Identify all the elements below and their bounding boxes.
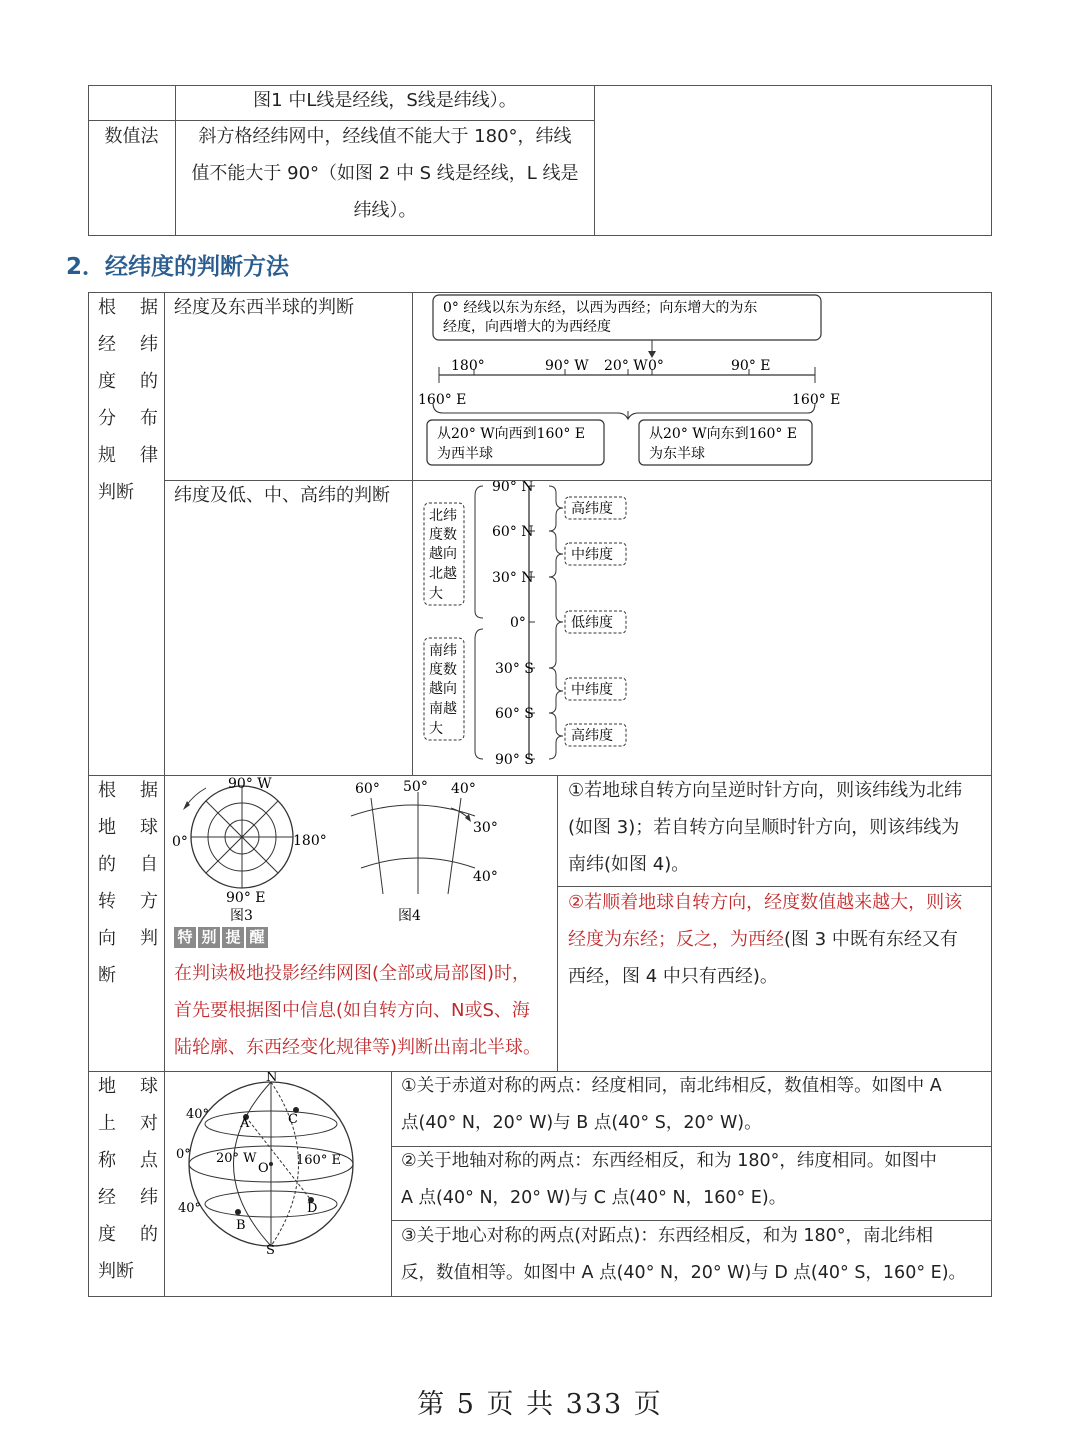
globe-diagram [166,1072,390,1256]
label-char: 度 的 [98,371,158,392]
label-char: 分 布 [98,408,158,429]
lon-box-line1: 0° 经线以东为东经，以西为西经；向东增大的为东 [443,300,758,316]
special-reminder-badge [174,927,268,948]
globe-label-s: S [266,1243,275,1256]
symmetric-p1-line2: 点(40° N，20° W)与 B 点(40° S，20° W)。 [401,1113,762,1133]
lon-tick-90w: 90° W [545,358,589,374]
lat-north-box-2: 度数 [429,527,457,543]
globe-label-0: 0° [176,1147,191,1162]
label-char: 的 自 [98,854,158,875]
lat-zone-mid-s: 中纬度 [571,682,613,698]
symmetric-p2-line2: A 点(40° N，20° W)与 C 点(40° N，160° E)。 [401,1188,787,1208]
fig4-label-l3: 40° [451,781,476,797]
rotation-point1-line1: ①若地球自转方向呈逆时针方向，则该纬线为北纬 [568,780,963,801]
globe-label-c: C [288,1112,298,1127]
lat-tick-90s: 90° S [495,752,534,768]
lat-south-box-1: 南纬 [429,643,457,659]
lon-tick-180: 180° [451,358,485,374]
fig4-label-r1: 30° [473,820,498,836]
rotation-point1-line3: 南纬(如图 4)。 [568,854,690,875]
reminder-line3: 陆轮廓、东西经变化规律等)判断出南北半球。 [174,1037,542,1058]
lon-tick-20w: 20° W [604,358,648,374]
top-row2-line2: 值不能大于 90°（如图 2 中 S 线是经线，L 线是 [191,163,579,184]
fig3-label-left: 0° [172,834,188,850]
lat-zone-mid-n: 中纬度 [571,547,613,563]
label-char: 向 判 [98,928,158,949]
sub-longitude-title: 经度及东西半球的判断 [174,297,354,318]
top-row1-text: 图1 中L线是经线，S线是纬线）。 [253,90,517,111]
globe-label-40s: 40° [178,1201,202,1216]
lat-south-box-5: 大 [429,721,443,737]
globe-label-160e: 160° E [296,1153,341,1168]
lat-north-box-4: 北越 [429,566,457,582]
globe-label-20w: 20° W [216,1151,257,1166]
lon-west-box-line2: 为西半球 [437,446,493,462]
lon-tick-160e-left: 160° E [418,392,467,408]
lat-south-box-4: 南越 [429,701,457,717]
label-char: 地 球 [98,1076,158,1097]
longitude-diagram [413,293,991,480]
label-char: 断 [98,965,116,986]
badge-char: 特 [174,927,196,948]
globe-label-a: A [240,1116,250,1131]
lon-tick-0: 0° [648,358,664,374]
figure-4-partial-view [343,776,523,924]
rotation-point2-red: 经度为东经；反之，为西经 [568,929,784,950]
badge-char: 别 [198,927,220,948]
lon-east-box-line2: 为东半球 [649,446,705,462]
page-footer: 第 5 页 共 333 页 [417,1389,663,1420]
lat-tick-90n: 90° N [492,481,534,495]
lat-north-box-3: 越向 [429,546,457,562]
sub-latitude-title: 纬度及低、中、高纬的判断 [174,485,390,506]
reminder-line1: 在判读极地投影经纬网图(全部或局部图)时， [174,963,531,984]
section-heading: 2．经纬度的判断方法 [66,254,290,280]
label-char: 规 律 [98,445,158,466]
fig3-label-bottom: 90° E [226,890,266,906]
lat-tick-0: 0° [510,615,526,631]
label-char: 度 的 [98,1224,158,1245]
lat-north-box-1: 北纬 [429,508,457,524]
lat-zone-high-s: 高纬度 [571,728,613,744]
rotation-point1-line2: (如图 3)；若自转方向呈顺时针方向，则该纬线为 [568,817,960,838]
lon-tick-160e-right: 160° E [792,392,841,408]
lat-south-box-3: 越向 [429,681,457,697]
reminder-line2: 首先要根据图中信息(如自转方向、N或S、海 [174,1000,530,1021]
lon-east-box-line1: 从20° W向东到160° E [649,426,798,442]
lon-tick-90e: 90° E [731,358,771,374]
label-char: 地 球 [98,817,158,838]
fig4-label-r2: 40° [473,869,498,885]
fig3-label-top: 90° W [228,776,272,792]
rotation-point2-line3: 西经，图 4 中只有西经)。 [568,966,778,987]
globe-label-n: N [266,1072,278,1085]
lon-west-box-line1: 从20° W向西到160° E [437,426,586,442]
label-char: 判断 [98,1261,134,1282]
lat-tick-30s: 30° S [495,661,534,677]
label-char: 根 据 [98,780,158,801]
label-char: 经 纬 [98,1187,158,1208]
figure-3-polar-view [166,776,336,924]
fig4-caption: 图4 [398,908,421,924]
lat-north-box-5: 大 [429,586,443,602]
lon-box-line2: 经度，向西增大的为西经度 [443,319,611,335]
fig3-caption: 图3 [230,908,253,924]
label-char: 经 纬 [98,334,158,355]
label-char: 判断 [98,482,134,503]
lat-tick-60n: 60° N [492,524,534,540]
label-char: 转 方 [98,891,158,912]
rotation-point2-line1: ②若顺着地球自转方向，经度数值越来越大，则该 [568,892,963,913]
top-row2-label: 数值法 [104,126,159,147]
label-char: 根 据 [98,297,158,318]
badge-char: 提 [222,927,244,948]
fig3-label-right: 180° [293,833,327,849]
latitude-diagram [413,481,713,775]
lat-zone-low: 低纬度 [571,615,613,631]
globe-label-o: O [258,1161,269,1176]
top-row2-line1: 斜方格经纬网中，经线值不能大于 180°，纬线 [198,126,572,147]
globe-label-d: D [307,1201,318,1216]
lat-south-box-2: 度数 [429,662,457,678]
label-char: 上 对 [98,1113,158,1134]
lat-zone-high-n: 高纬度 [571,501,613,517]
fig4-label-l2: 50° [403,779,428,795]
symmetric-p2-line1: ②关于地轴对称的两点：东西经相反，和为 180°，纬度相同。如图中 [401,1151,937,1171]
badge-char: 醒 [246,927,268,948]
label-char: 称 点 [98,1150,158,1171]
rotation-point2-rest: (图 3 中既有东经又有 [784,929,958,950]
lat-tick-30n: 30° N [492,570,534,586]
fig4-label-l1: 60° [355,781,380,797]
top-row2-line3: 纬线）。 [353,200,417,221]
symmetric-p3-line2: 反，数值相等。如图中 A 点(40° N，20° W)与 D 点(40° S，160° E)。 [401,1263,967,1283]
symmetric-p3-line1: ③关于地心对称的两点(对跖点)：东西经相反，和为 180°，南北纬相 [401,1226,934,1246]
symmetric-p1-line1: ①关于赤道对称的两点：经度相同，南北纬相反，数值相等。如图中 A [401,1076,942,1096]
globe-label-40n: 40° [186,1107,210,1122]
globe-label-b: B [236,1218,246,1233]
rotation-point2-line2 [568,921,958,958]
lat-tick-60s: 60° S [495,706,534,722]
